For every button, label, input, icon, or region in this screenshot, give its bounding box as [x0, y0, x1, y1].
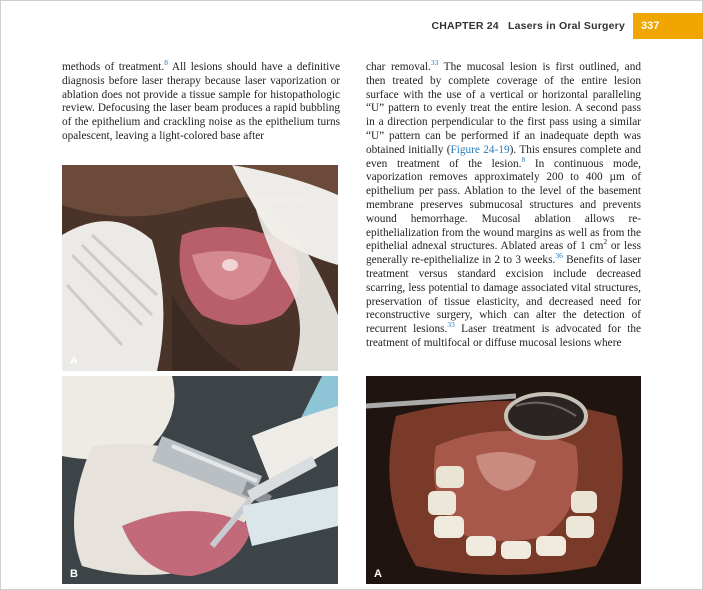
text-segment: In continuous mode, vaporization removes approximately 200 to 400 µm of epithelium per pass. Ablation to the level of the basement membrane preserves submucosal structures and prevents wound hemorrhage. Mucosal ablation allows re-epithelialization from the wound margins as well as from the epithelial adnexal structures. Ablated areas of 1 cm [366, 157, 641, 253]
right-column-text [366, 58, 642, 351]
text-segment: The mucosal lesion is first outlined, and then treated by complete coverage of the entire lesion surface with the use of a vertical or horizontal paralleling “U” pattern to evenly treat the entire lesion. A second pass in a direction perpendicular to the first pass using a similar “U” pattern can be performed if an inadequate depth was obtained initially ( [366, 61, 641, 156]
reference-36[interactable]: 36 [555, 251, 563, 261]
laser-photo-illustration [62, 376, 338, 584]
left-paragraph [62, 58, 340, 144]
chapter-title: Lasers in Oral Surgery [507, 20, 625, 32]
running-header [431, 14, 703, 38]
mouth-photo-illustration [366, 376, 641, 584]
right-paragraph [366, 58, 642, 351]
page-number: 337 [633, 13, 703, 39]
text-segment: Laser treatment is advocated for the treatment of multifocal or diffuse mucosal lesions where [366, 323, 641, 349]
reference-8[interactable]: 8 [164, 58, 168, 68]
figure-letter-b: B [70, 568, 78, 580]
figure-a-mouth-photo [366, 376, 641, 584]
reference-33[interactable]: 33 [447, 320, 455, 330]
text-segment: Benefits of laser treatment versus standard excision include decreased scarring, less potential to damage associated vital structures, preservation of tissue elasticity, and decreased need for reconstructive surgery, which can alter the detection of recurrent lesions. [366, 254, 642, 336]
chapter-label: CHAPTER 24 [431, 20, 499, 32]
chapter-heading [431, 20, 625, 32]
left-column-text [62, 58, 340, 144]
left-text-rest: All lesions should have a definitive diagnosis before laser therapy because laser vaporization or ablation does not provide a tissue sample for histopathologic review. Defocusing the laser beam produces a rapid bubbling of the epithelium and crackling noise as the epithelium turns opalescent, leaving a light-colored base after [62, 61, 340, 142]
figure-reference-link[interactable]: Figure 24-19 [450, 143, 510, 156]
text-segment: char removal. [366, 61, 431, 73]
figure-letter-a-right: A [374, 568, 382, 580]
reference-8[interactable]: 8 [521, 154, 526, 164]
text-segment: or less generally re-epithelialize in 2 to 3 weeks. [366, 240, 641, 267]
reference-33[interactable]: 33 [430, 58, 439, 68]
superscript-2: 2 [603, 237, 608, 247]
text-segment: ). This ensures complete and even treatment of the lesion. [366, 143, 641, 170]
left-text-start: methods of treatment. [62, 61, 165, 73]
watermark-text: Screen Snip [260, 195, 310, 205]
figure-letter-a: A [70, 355, 78, 367]
figure-a-lip-photo [62, 165, 338, 371]
figure-b-laser-photo [62, 376, 338, 584]
